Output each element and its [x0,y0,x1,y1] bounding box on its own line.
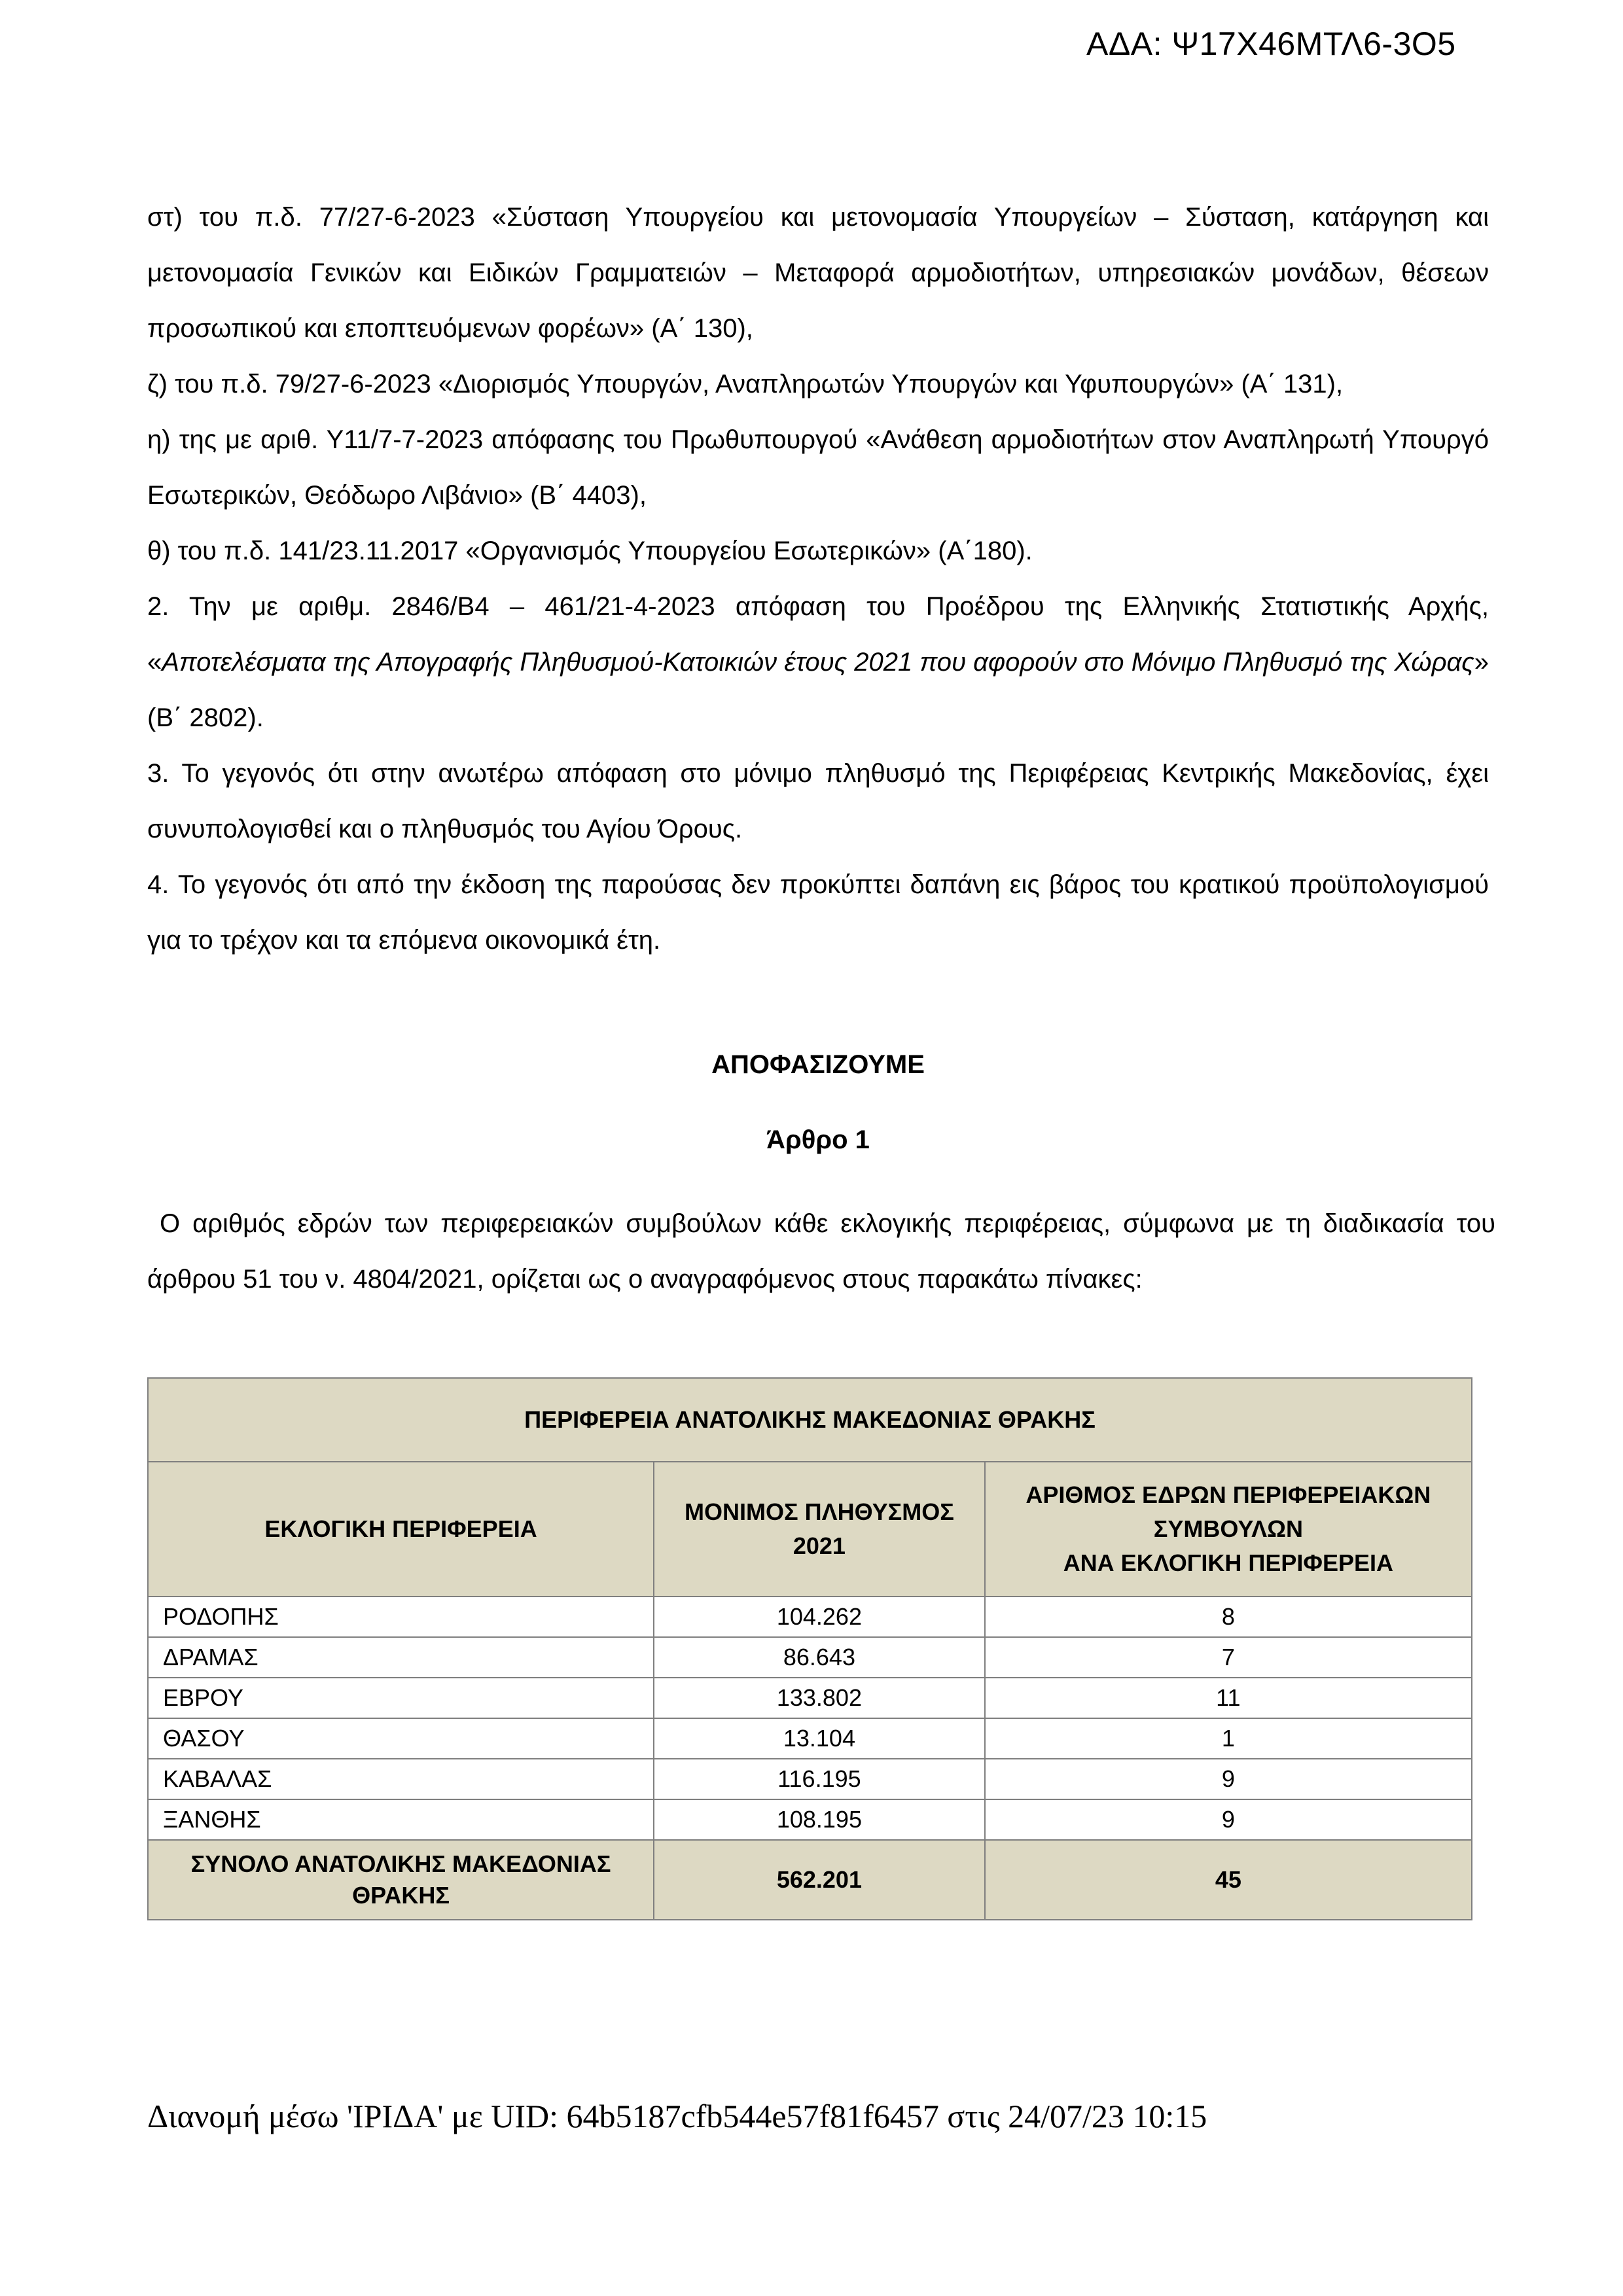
total-population: 562.201 [654,1840,985,1920]
item-4: 4. Το γεγονός ότι από την έκδοση της παρούσας δεν προκύπτει δαπάνη εις βάρος του κρατικού προϋπολογισμού για το τρέχον και τα επόμενα οικονομικά έτη. [147,870,1489,955]
district-seats: 9 [985,1759,1472,1799]
item-2-suffix: » (Β΄ 2802). [147,648,1489,732]
district-name: ΡΟΔΟΠΗΣ [148,1597,654,1637]
consideration-z: ζ) του π.δ. 79/27-6-2023 «Διορισμός Υπουργών, Αναπληρωτών Υπουργών και Υφυπουργών» (Α΄ 131), [147,370,1344,398]
article-heading: Άρθρο 1 [766,1125,870,1154]
item-2 [147,579,1489,746]
district-population: 104.262 [654,1597,985,1637]
district-seats: 1 [985,1718,1472,1759]
district-name: ΔΡΑΜΑΣ [148,1637,654,1678]
item-3: 3. Το γεγονός ότι στην ανωτέρω απόφαση στο μόνιμο πληθυσμό της Περιφέρειας Κεντρικής Μακεδονίας, έχει συνυπολογισθεί και ο πληθυσμός του Αγίου Όρους. [147,759,1489,843]
table-row [148,1597,1472,1637]
table-row [148,1759,1472,1799]
table-row [148,1799,1472,1840]
region-title: ΠΕΡΙΦΕΡΕΙΑ ΑΝΑΤΟΛΙΚΗΣ ΜΑΚΕΔΟΝΙΑΣ ΘΡΑΚΗΣ [148,1378,1472,1462]
column-header-population [654,1462,985,1597]
table-row [148,1718,1472,1759]
column-header-seats [985,1462,1472,1597]
column-header-seats-line2: ΣΥΜΒΟΥΛΩΝ [1153,1515,1303,1542]
total-seats: 45 [985,1840,1472,1920]
column-header-population-line1: ΜΟΝΙΜΟΣ ΠΛΗΘΥΣΜΟΣ [685,1498,954,1525]
distribution-footer: Διανομή μέσω 'ΙΡΙΔΑ' με UID: 64b5187cfb544e57f81f6457 στις 24/07/23 10:15 [147,2098,1207,2134]
article-text [147,1196,1495,1307]
ada-code: ΑΔΑ: Ψ17Χ46ΜΤΛ6-3Ο5 [1086,26,1456,62]
item-2-prefix: 2. Την με αριθμ. 2846/Β4 – 461/21-4-2023 απόφαση του Προέδρου της Ελληνικής Στατιστικής Αρχής, « [147,592,1489,677]
item-2-title: Αποτελέσματα της Απογραφής Πληθυσμού-Κατοικιών έτους 2021 που αφορούν στο Μόνιμο Πληθυσμό της Χώρας [162,648,1474,677]
considerations-block [147,190,1489,968]
table-row [148,1637,1472,1678]
district-population: 13.104 [654,1718,985,1759]
consideration-st: στ) του π.δ. 77/27-6-2023 «Σύσταση Υπουργείου και μετονομασία Υπουργείων – Σύσταση, κατάργηση και μετονομασία Γενικών και Ειδικών Γραμματειών – Μεταφορά αρμοδιοτήτων, υπηρεσιακών μονάδων, θέσεων προσωπικού και εποπτευόμενων φορέων» (Α΄ 130), [147,203,1489,343]
column-header-district: ΕΚΛΟΓΙΚΗ ΠΕΡΙΦΕΡΕΙΑ [148,1462,654,1597]
district-seats: 9 [985,1799,1472,1840]
total-label-line1: ΣΥΝΟΛΟ ΑΝΑΤΟΛΙΚΗΣ ΜΑΚΕΔΟΝΙΑΣ [190,1850,611,1877]
district-name: ΞΑΝΘΗΣ [148,1799,654,1840]
total-label-line2: ΘΡΑΚΗΣ [352,1882,450,1909]
total-label [148,1840,654,1920]
table-row [148,1678,1472,1718]
consideration-th: θ) του π.δ. 141/23.11.2017 «Οργανισμός Υπουργείου Εσωτερικών» (Α΄180). [147,537,1033,565]
district-population: 133.802 [654,1678,985,1718]
article-text-content: Ο αριθμός εδρών των περιφερειακών συμβούλων κάθε εκλογικής περιφέρειας, σύμφωνα με τη διαδικασία του άρθρου 51 του ν. 4804/2021, ορίζεται ως ο αναγραφόμενος στους παρακάτω πίνακες: [147,1209,1495,1294]
column-header-population-line2: 2021 [793,1532,846,1559]
consideration-i: η) της με αριθ. Υ11/7-7-2023 απόφασης του Πρωθυπουργού «Ανάθεση αρμοδιοτήτων στον Αναπληρωτή Υπουργό Εσωτερικών, Θεόδωρο Λιβάνιο» (Β΄ 4403), [147,425,1489,510]
column-header-seats-line3: ΑΝΑ ΕΚΛΟΓΙΚΗ ΠΕΡΙΦΕΡΕΙΑ [1063,1549,1393,1576]
district-population: 86.643 [654,1637,985,1678]
district-population: 108.195 [654,1799,985,1840]
article-text-block [147,1196,1495,1307]
district-seats: 8 [985,1597,1472,1637]
district-seats: 7 [985,1637,1472,1678]
decision-heading: ΑΠΟΦΑΣΙΖΟΥΜΕ [711,1050,925,1079]
district-name: ΘΑΣΟΥ [148,1718,654,1759]
district-name: ΕΒΡΟΥ [148,1678,654,1718]
district-population: 116.195 [654,1759,985,1799]
district-seats: 11 [985,1678,1472,1718]
total-row [148,1840,1472,1920]
district-name: ΚΑΒΑΛΑΣ [148,1759,654,1799]
column-header-row [148,1462,1472,1597]
column-header-seats-line1: ΑΡΙΘΜΟΣ ΕΔΡΩΝ ΠΕΡΙΦΕΡΕΙΑΚΩΝ [1026,1481,1431,1508]
seats-table [147,1377,1472,1920]
